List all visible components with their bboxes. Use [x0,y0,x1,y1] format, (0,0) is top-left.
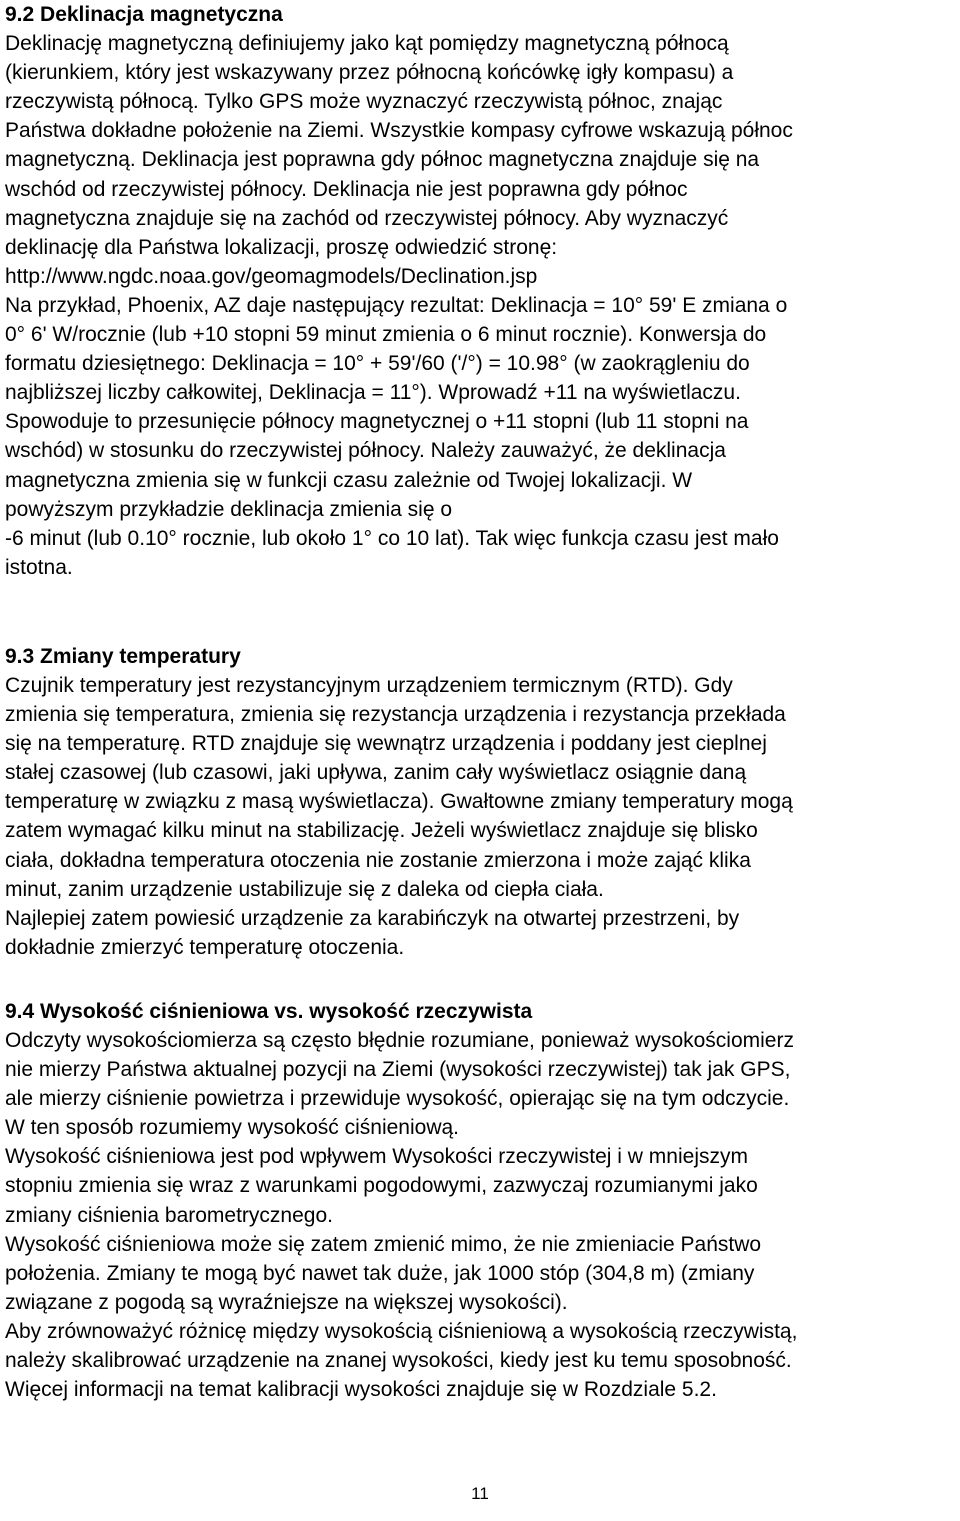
text-line: (kierunkiem, który jest wskazywany przez północną końcówkę igły kompasu) a [5,61,734,85]
text-line: Najlepiej zatem powiesić urządzenie za karabińczyk na otwartej przestrzeni, by [5,906,740,930]
text-line: stopniu zmienia się wraz z warunkami pogodowymi, zazwyczaj rozumianymi jako [5,1174,758,1198]
text-line: zmiany ciśnienia barometrycznego. [5,1203,333,1227]
text-line: nie mierzy Państwa aktualnej pozycji na Ziemi (wysokości rzeczywistej) tak jak GPS, [5,1058,791,1082]
section-body [5,29,957,582]
section-pressure-vs-true-altitude [5,997,957,1404]
text-line: związane z pogodą są wyraźniejsze na większej wysokości). [5,1290,568,1314]
text-line: powyższym przykładzie deklinacja zmienia się o [5,497,453,521]
section-temperature-changes [5,642,957,962]
text-line: położenia. Zmiany te mogą być nawet tak duże, jak 1000 stóp (304,8 m) (zmiany [5,1261,755,1285]
text-line: Aby zrównoważyć różnicę między wysokością ciśnieniową a wysokością rzeczywistą, [5,1319,798,1343]
text-line: http://www.ngdc.noaa.gov/geomagmodels/Declination.jsp [5,264,538,288]
text-line: najbliższej liczby całkowitej, Deklinacja = 11°). Wprowadź +11 na wyświetlaczu. [5,381,741,405]
section-heading: 9.3 Zmiany temperatury [5,644,241,668]
text-line: zatem wymagać kilku minut na stabilizację. Jeżeli wyświetlacz znajduje się blisko [5,819,758,843]
text-line: rzeczywistą północą. Tylko GPS może wyznaczyć rzeczywistą północ, znając [5,90,723,114]
text-line: stałej czasowej (lub czasowi, jaki upływa, zanim cały wyświetlacz osiągnie daną [5,761,747,785]
text-line: 0° 6' W/rocznie (lub +10 stopni 59 minut zmienia o 6 minut rocznie). Konwersja do [5,323,767,347]
section-heading: 9.2 Deklinacja magnetyczna [5,3,283,26]
text-line: dokładnie zmierzyć temperaturę otoczenia. [5,935,405,959]
text-line: minut, zanim urządzenie ustabilizuje się z daleka od ciepła ciała. [5,877,604,901]
text-line: ciała, dokładna temperatura otoczenia nie zostanie zmierzona i może zająć klika [5,848,751,872]
text-line: Czujnik temperatury jest rezystancyjnym urządzeniem termicznym (RTD). Gdy [5,673,733,697]
document-page [5,0,957,1404]
text-line: ale mierzy ciśnienie powietrza i przewiduje wysokość, opierając się na tym odczycie. [5,1087,790,1111]
section-magnetic-declination [5,0,957,582]
section-body [5,671,957,962]
text-line: Państwa dokładne położenie na Ziemi. Wszystkie kompasy cyfrowe wskazują północ [5,119,793,143]
page-number: 11 [471,1484,489,1503]
text-line: magnetyczną. Deklinacja jest poprawna gdy północ magnetyczna znajduje się na [5,148,760,172]
section-body [5,1026,957,1404]
text-line: temperaturę w związku z masą wyświetlacza). Gwałtowne zmiany temperatury mogą [5,790,793,814]
text-line: Na przykład, Phoenix, AZ daje następujący rezultat: Deklinacja = 10° 59' E zmiana o [5,293,788,317]
text-line: Odczyty wysokościomierza są często błędnie rozumiane, ponieważ wysokościomierz [5,1029,794,1052]
text-line: -6 minut (lub 0.10° rocznie, lub około 1° co 10 lat). Tak więc funkcja czasu jest mało [5,526,779,550]
text-line: magnetyczna zmienia się w funkcji czasu zależnie od Twojej lokalizacji. W [5,468,693,492]
text-line: wschód od rzeczywistej północy. Deklinacja nie jest poprawna gdy północ [5,177,688,201]
text-line: zmienia się temperatura, zmienia się rezystancja urządzenia i rezystancja przekłada [5,703,786,727]
text-line: należy skalibrować urządzenie na znanej wysokości, kiedy jest ku temu sposobność. [5,1349,792,1373]
text-line: W ten sposób rozumiemy wysokość ciśnieniową. [5,1116,460,1140]
text-line: wschód) w stosunku do rzeczywistej północy. Należy zauważyć, że deklinacja [5,439,726,463]
text-line: Wysokość ciśnieniowa jest pod wpływem Wysokości rzeczywistej i w mniejszym [5,1145,748,1169]
text-line: Wysokość ciśnieniowa może się zatem zmienić mimo, że nie zmieniacie Państwo [5,1232,762,1256]
text-line: Deklinację magnetyczną definiujemy jako kąt pomiędzy magnetyczną północą [5,32,729,56]
text-line: Spowoduje to przesunięcie północy magnetycznej o +11 stopni (lub 11 stopni na [5,410,749,434]
text-line: magnetyczna znajduje się na zachód od rzeczywistej północy. Aby wyznaczyć [5,206,729,230]
text-line: formatu dziesiętnego: Deklinacja = 10° + 59'/60 ('/°) = 10.98° (w zaokrągleniu do [5,352,750,376]
text-line: się na temperaturę. RTD znajduje się wewnątrz urządzenia i poddany jest cieplnej [5,732,767,756]
text-line: deklinację dla Państwa lokalizacji, proszę odwiedzić stronę: [5,235,558,259]
text-line: istotna. [5,555,73,579]
section-heading: 9.4 Wysokość ciśnieniowa vs. wysokość rzeczywista [5,999,533,1023]
text-line: Więcej informacji na temat kalibracji wysokości znajduje się w Rozdziale 5.2. [5,1378,717,1402]
